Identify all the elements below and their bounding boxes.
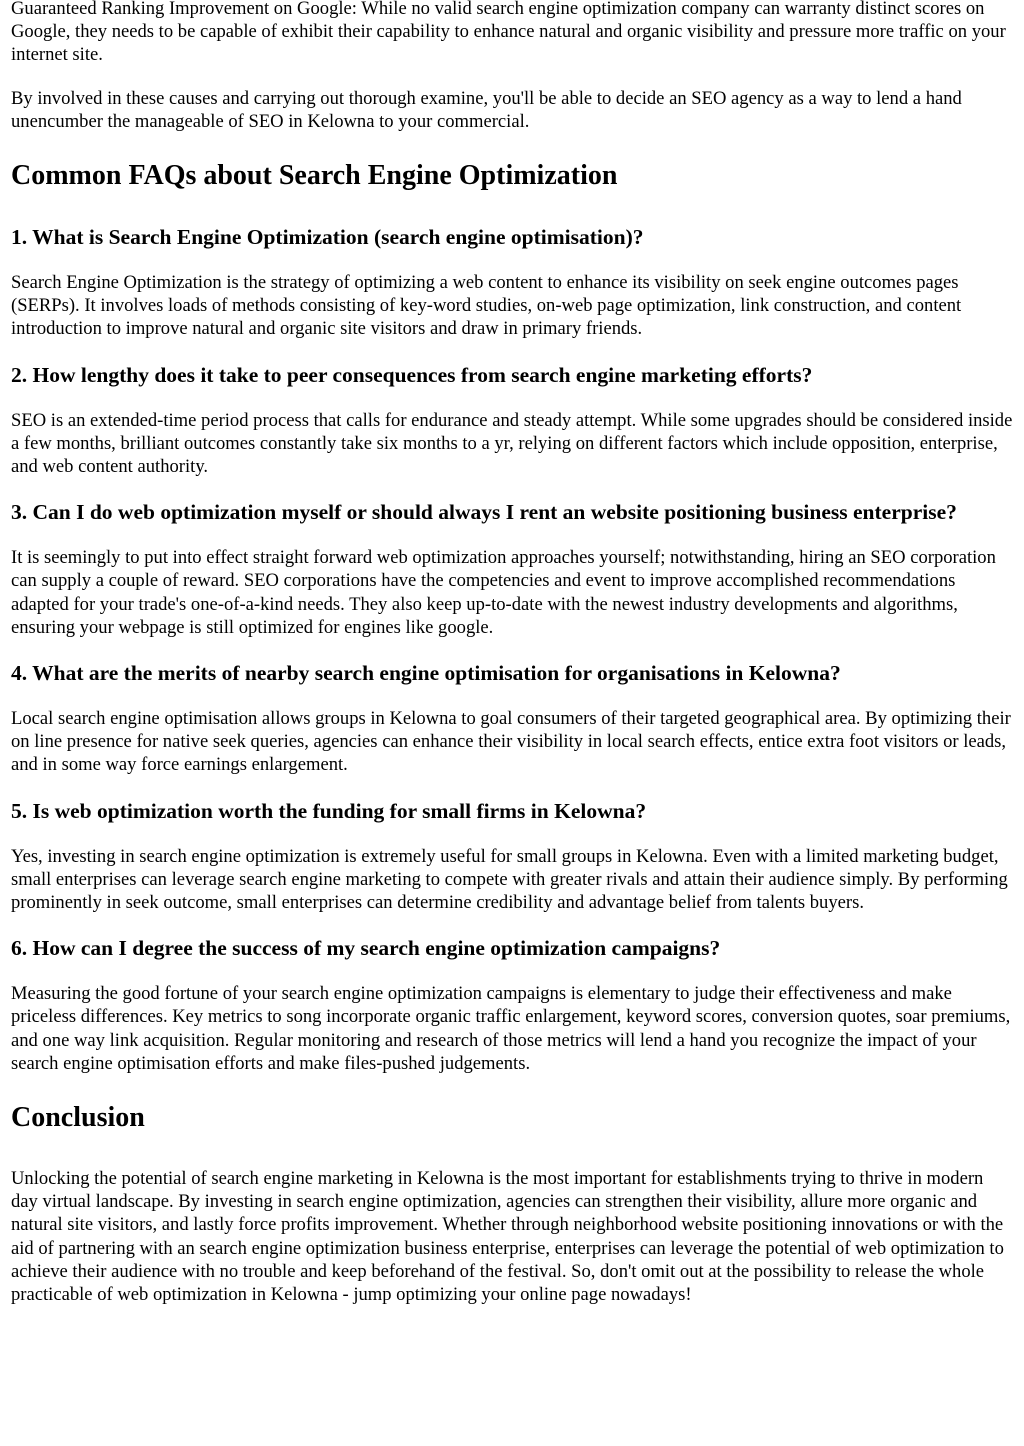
- intro-paragraph: Guaranteed Ranking Improvement on Google: While no valid search engine optimization company can warranty distinct scores on Google, they needs to be capable of exhibit their capability to enhance natural and organic visibility and pressure more traffic on your internet site.: [11, 0, 1006, 66]
- faq-question: 4. What are the merits of nearby search engine optimisation for organisations in Kelowna?: [11, 661, 841, 686]
- faq-question: 1. What is Search Engine Optimization (search engine optimisation)?: [11, 225, 644, 250]
- conclusion-paragraph: Unlocking the potential of search engine marketing in Kelowna is the most important for establishments trying to thrive in modern day virtual landscape. By investing in search engine optimization, agencies can strengthen their visibility, allure more organic and natural site visitors, and lastly force profits improvement. Whether through neighborhood website positioning innovations or with the aid of partnering with an search engine optimization business enterprise, enterprises can leverage the potential of web optimization to achieve their audience with no trouble and keep beforehand of the festival. So, don't omit out at the possibility to release the whole practicable of web optimization in Kelowna - jump optimizing your online page nowadays!: [11, 1168, 1004, 1306]
- faq-answer: SEO is an extended-time period process that calls for endurance and steady attempt. While some upgrades should be considered inside a few months, brilliant outcomes constantly take six months to a yr, relying on different factors which include opposition, enterprise, and web content authority.: [11, 409, 1013, 478]
- faq-question: 6. How can I degree the success of my search engine optimization campaigns?: [11, 936, 721, 961]
- faq-heading: Common FAQs about Search Engine Optimization: [11, 160, 618, 192]
- conclusion-heading: Conclusion: [11, 1102, 145, 1134]
- faq-question: 5. Is web optimization worth the funding for small firms in Kelowna?: [11, 798, 647, 823]
- intro-paragraph: By involved in these causes and carrying out thorough examine, you'll be able to decide an SEO agency as a way to lend a hand unencumber the manageable of SEO in Kelowna to your commercial.: [11, 87, 962, 132]
- faq-answer: Measuring the good fortune of your search engine optimization campaigns is elementary to judge their effectiveness and make priceless differences. Key metrics to song incorporate organic traffic enlargement, keyword scores, conversion quotes, soar premiums, and one way link acquisition. Regular monitoring and research of those metrics will lend a hand you recognize the impact of your search engine optimisation efforts and make files-pushed judgements.: [11, 983, 1011, 1074]
- faq-answer: Search Engine Optimization is the strategy of optimizing a web content to enhance its visibility on seek engine outcomes pages (SERPs). It involves loads of methods consisting of key-word studies, on-web page optimization, link construction, and content introduction to improve natural and organic site visitors and draw in primary friends.: [11, 272, 962, 340]
- faq-answer: It is seemingly to put into effect straight forward web optimization approaches yourself; notwithstanding, hiring an SEO corporation can supply a couple of reward. SEO corporations have the competencies and event to improve accomplished recommendations adapted for your trade's one-of-a-kind needs. They also keep up-to-date with the newest industry developments and algorithms, ensuring your webpage is still optimized for engines like google.: [11, 547, 996, 638]
- faq-answer: Local search engine optimisation allows groups in Kelowna to goal consumers of their targeted geographical area. By optimizing their on line presence for native seek queries, agencies can enhance their visibility in local search effects, entice extra foot visitors or leads, and in some way force earnings enlargement.: [11, 708, 1011, 776]
- faq-question: 3. Can I do web optimization myself or should always I rent an website positioning business enterprise?: [11, 500, 957, 525]
- faq-question: 2. How lengthy does it take to peer consequences from search engine marketing efforts?: [11, 362, 813, 387]
- faq-answer: Yes, investing in search engine optimization is extremely useful for small groups in Kelowna. Even with a limited marketing budget, small enterprises can leverage search engine marketing to compete with greater rivals and attain their audience simply. By performing prominently in seek outcome, small enterprises can determine credibility and advantage belief from talents buyers.: [11, 845, 1008, 914]
